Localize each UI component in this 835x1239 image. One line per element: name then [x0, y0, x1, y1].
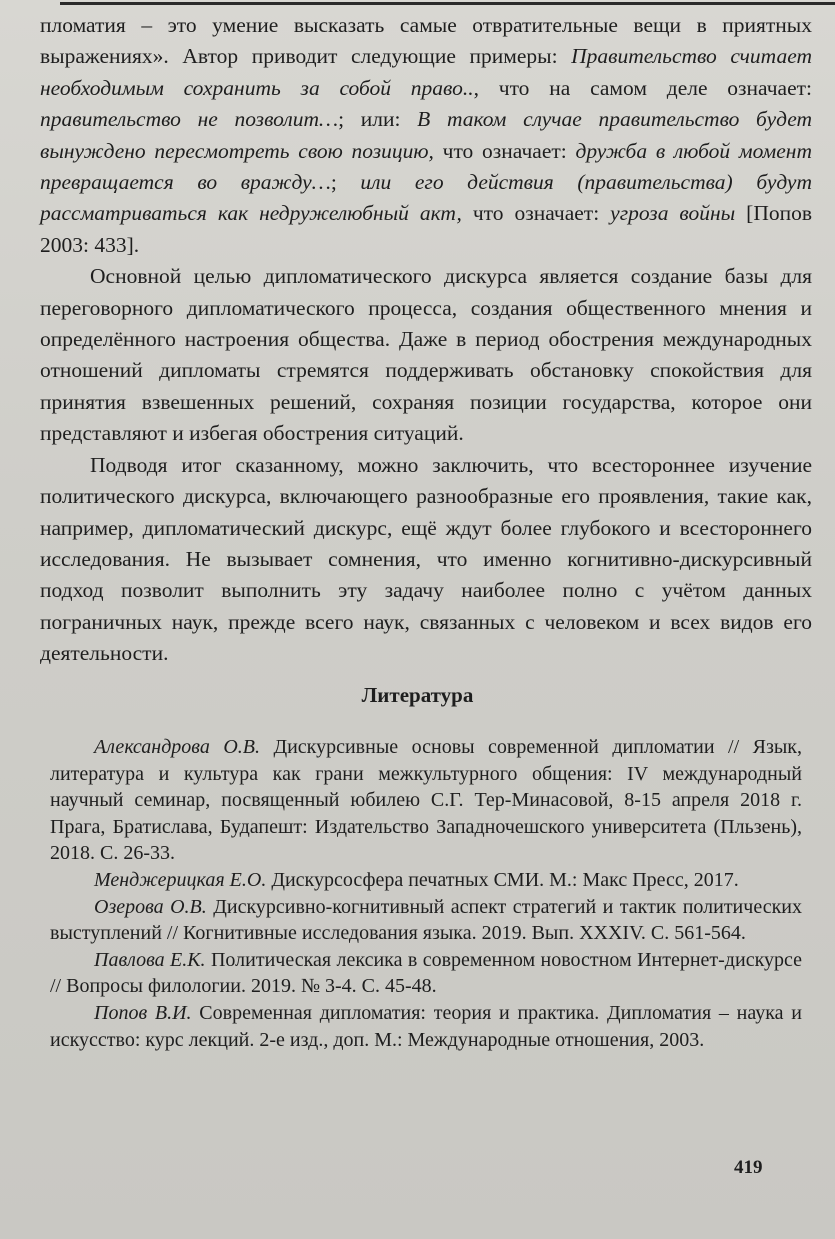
reference-text: Политическая лексика в современном новостном Интернет-дискурсе // Вопросы филологии. 2019. № 3-4. С. 45-48.: [50, 948, 802, 998]
paragraph-1-text: пломатия – это умение высказать самые отвратительные вещи в приятных выражениях». Автор приводит следующие примеры:: [40, 13, 812, 69]
reference-item: [50, 947, 802, 1000]
reference-text: Современная дипломатия: теория и практика. Дипломатия – наука и искусство: курс лекций. 2-е изд., доп. М.: Международные отношения, 2003.: [50, 1001, 802, 1051]
paragraph-1-italic: дружба в любой момент превращается во вражду…: [40, 138, 813, 195]
references-heading: Литература: [361, 683, 474, 707]
reference-author: Менджерицкая Е.О.: [94, 868, 267, 891]
reference-item: [50, 734, 802, 867]
reference-author: Озерова О.В.: [94, 895, 207, 918]
paragraph-1-italic: Правительство считает необходимым сохранить за собой право..: [40, 44, 812, 100]
paragraph-1-italic: или его действия (правительства) будут рассматриваться как недружелюбный акт,: [40, 170, 812, 226]
paragraph-1-italic: правительство не позволит…: [40, 107, 339, 132]
paragraph-1-text: что означает:: [461, 201, 611, 226]
references-list: [50, 734, 802, 1053]
paragraph-1-italic: В таком случае правительство будет вынуждено пересмотреть свою позицию,: [40, 107, 812, 163]
reference-item: [50, 1000, 802, 1053]
paragraph-1-text: , что на самом деле означает:: [473, 75, 813, 100]
reference-author: Павлова Е.К.: [94, 948, 206, 971]
paragraph-1-text: ;: [330, 170, 361, 195]
paragraph-3: Подводя итог сказанному, можно заключить, что всестороннее изучение политического дискурса, включающего разнообразные его проявления, такие как, например, дипломатический дискурс, ещё ждут более глубокого и всестороннего исследования. Не вызывает сомнения, что именно когнитивно-дискурсивный подход позволит выполнить эту задачу наиболее полно с учётом данных пограничных наук, прежде всего наук, связанных с человеком и всех видов его деятельности.: [40, 452, 812, 666]
paragraph-1: [40, 10, 812, 261]
top-rule: [60, 2, 835, 5]
reference-text: Дискурсивно-когнитивный аспект стратегий и тактик политических выступлений // Когнитивные исследования языка. 2019. Вып. XXXIV. С. 561-564.: [50, 895, 802, 945]
body-text: [40, 10, 812, 670]
reference-text: Дискурсивные основы современной дипломатии // Язык, литература и культура как грани межкультурного общения: IV международный научный семинар, посвященный юбилею С.Г. Тер-Минасовой, 8-15 апреля 2018 г. Прага, Братислава, Будапешт: Издательство Западночешского университета (Пльзень), 2018. С. 26-33.: [50, 736, 802, 865]
paragraph-2: Основной целью дипломатического дискурса является создание базы для переговорного дипломатического процесса, создания общественного мнения и определённого настроения общества. Даже в период обострения международных отношений дипломаты стремятся поддерживать обстановку спокойствия для принятия взвешенных решений, сохраняя позиции государства, которое они представляют и избегая обострения ситуаций.: [40, 264, 812, 446]
reference-author: Александрова О.В.: [94, 736, 260, 758]
reference-author: Попов В.И.: [94, 1001, 192, 1024]
paragraph-1-text: ; или:: [338, 107, 418, 132]
page-number: 419: [734, 1157, 763, 1178]
paragraph-1-italic: угроза войны: [610, 201, 736, 226]
reference-text: Дискурсосфера печатных СМИ. М.: Макс Пресс, 2017.: [266, 868, 739, 891]
reference-item: [50, 867, 802, 894]
paragraph-1-citation: [Попов 2003: 433].: [40, 201, 813, 257]
paragraph-1-text: что означает:: [433, 138, 576, 163]
reference-item: [50, 894, 802, 947]
